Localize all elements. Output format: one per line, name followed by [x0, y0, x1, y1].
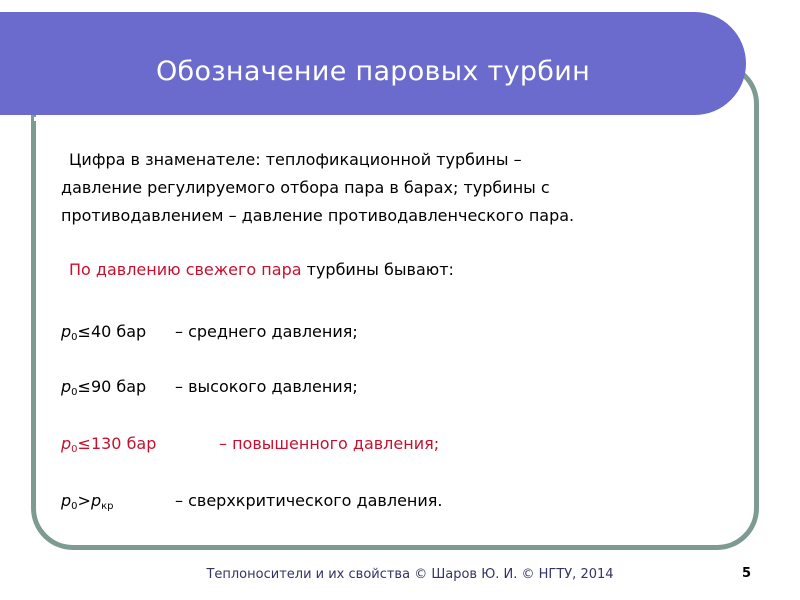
- pressure-item-3: [61, 433, 440, 455]
- pressure-item-2: [61, 376, 358, 398]
- classification-line: [61, 259, 454, 281]
- pressure-description: – сверхкритического давления.: [175, 491, 443, 510]
- pressure-threshold: ≤40 бар: [77, 322, 147, 341]
- title-bar: [0, 12, 746, 115]
- pressure-description: – среднего давления;: [175, 322, 358, 341]
- title-underline: [34, 117, 706, 121]
- pressure-comparator: >: [77, 491, 91, 510]
- pressure-symbol: p: [61, 491, 72, 510]
- pressure-subscript: 0: [71, 444, 78, 455]
- pressure-condition: [61, 490, 113, 512]
- intro-paragraph: [61, 146, 741, 230]
- pressure-condition: [61, 433, 156, 455]
- pressure-condition: [61, 321, 146, 343]
- pressure-description: – повышенного давления;: [219, 434, 440, 453]
- pressure-item-4: [61, 490, 443, 512]
- classification-highlight: По давлению свежего пара: [69, 260, 302, 279]
- critical-pressure-symbol: p: [90, 491, 102, 510]
- pressure-symbol: p: [61, 322, 72, 341]
- pressure-subscript: 0: [71, 332, 78, 343]
- pressure-item-1: [61, 321, 358, 343]
- slide-title: Обозначение паровых турбин: [155, 56, 591, 87]
- intro-line-3: противодавлением – давление противодавленческого пара.: [61, 206, 575, 225]
- content-frame: [31, 62, 759, 550]
- pressure-condition: [61, 376, 146, 398]
- slide-footer: Теплоносители и их свойства © Шаров Ю. И. © НГТУ, 2014: [206, 567, 614, 582]
- pressure-threshold: ≤90 бар: [77, 377, 147, 396]
- pressure-subscript: 0: [71, 501, 78, 512]
- classification-rest: турбины бывают:: [301, 260, 454, 279]
- slide-number: 5: [742, 566, 752, 581]
- pressure-symbol: p: [61, 434, 72, 453]
- pressure-description: – высокого давления;: [175, 377, 358, 396]
- pressure-subscript: 0: [71, 387, 78, 398]
- pressure-symbol: p: [61, 377, 72, 396]
- intro-line-2: давление регулируемого отбора пара в барах; турбины с: [61, 178, 550, 197]
- pressure-threshold: ≤130 бар: [77, 434, 157, 453]
- intro-line-1: Цифра в знаменателе: теплофикационной турбины –: [69, 150, 522, 169]
- critical-pressure-subscript: кр: [101, 501, 114, 512]
